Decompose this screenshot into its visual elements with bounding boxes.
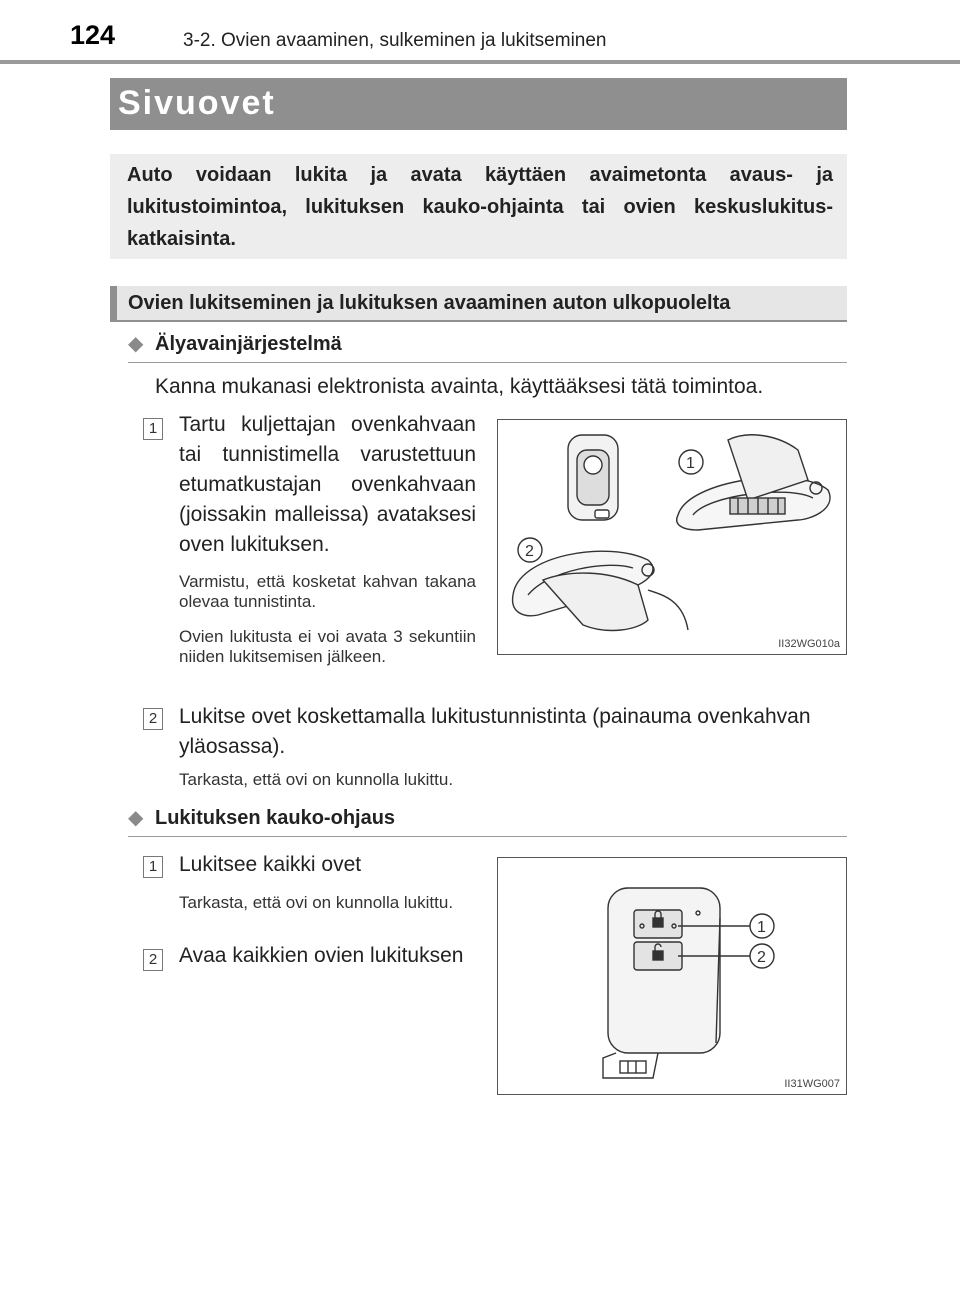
intro-box xyxy=(110,154,847,259)
remote-step2-text: Avaa kaikkien ovien lukituksen xyxy=(179,944,464,967)
remote-key-figure xyxy=(497,857,847,1095)
section2-heading xyxy=(128,806,847,837)
section1-heading-text: Älyavainjärjestelmä xyxy=(155,333,342,355)
subheading-text: Ovien lukitseminen ja lukituksen avaaminen auton ulkopuolelta xyxy=(128,292,731,314)
step1-note1: Varmistu, että kosketat kahvan takana olevaa tunnistinta. xyxy=(179,572,476,611)
callout-1: 1 xyxy=(686,455,695,472)
step2-note: Tarkasta, että ovi on kunnolla lukittu. xyxy=(179,770,454,789)
step1-note2: Ovien lukitusta ei voi avata 3 sekuntiin niiden lukitsemisen jälkeen. xyxy=(179,627,476,666)
callout-1: 1 xyxy=(757,919,766,936)
section-title-bar xyxy=(110,78,847,130)
section2-heading-text: Lukituksen kauko-ohjaus xyxy=(155,807,396,829)
step-number: 2 xyxy=(143,949,163,971)
remote-step1-text: Lukitsee kaikki ovet xyxy=(179,853,362,876)
remote-key-illustration xyxy=(498,858,846,1094)
step2-text: Lukitse ovet koskettamalla lukitustunnistinta (painauma ovenkahvan yläosassa). xyxy=(179,705,811,758)
step-number: 1 xyxy=(143,856,163,878)
page-number: 124 xyxy=(70,20,116,50)
door-handle-figure xyxy=(497,419,847,655)
running-title: 3-2. Ovien avaaminen, sulkeminen ja lukitseminen xyxy=(183,30,607,51)
figure-code: II31WG007 xyxy=(784,1078,840,1090)
subheading-bar xyxy=(110,286,847,322)
intro-text: Auto voidaan lukita ja avata käyttäen avaimetonta avaus- ja lukitustoimintoa, lukituksen kauko-ohjainta tai ovien keskuslukitus-katkaisinta. xyxy=(127,164,833,250)
diamond-bullet-icon: ◆ xyxy=(128,333,144,355)
section1-heading xyxy=(128,332,847,363)
section-title: Sivuovet xyxy=(118,84,276,122)
door-handle-illustration xyxy=(498,420,846,654)
step-number: 2 xyxy=(143,708,163,730)
header-rule xyxy=(0,60,960,64)
subheading-accent xyxy=(110,286,117,320)
step1-text: Tartu kuljettajan ovenkahvaan tai tunnistimella varustettuun etumatkustajan ovenkahvaan (joissakin malleissa) avataksesi oven lukituksen. xyxy=(179,413,476,556)
callout-2: 2 xyxy=(757,949,766,966)
figure-code: II32WG010a xyxy=(778,638,840,650)
section1-lead: Kanna mukanasi elektronista avainta, käyttääksesi tätä toimintoa. xyxy=(155,375,764,398)
callout-2: 2 xyxy=(525,543,534,560)
remote-step1-note: Tarkasta, että ovi on kunnolla lukittu. xyxy=(179,893,454,912)
step-number: 1 xyxy=(143,418,163,440)
diamond-bullet-icon: ◆ xyxy=(128,807,144,829)
